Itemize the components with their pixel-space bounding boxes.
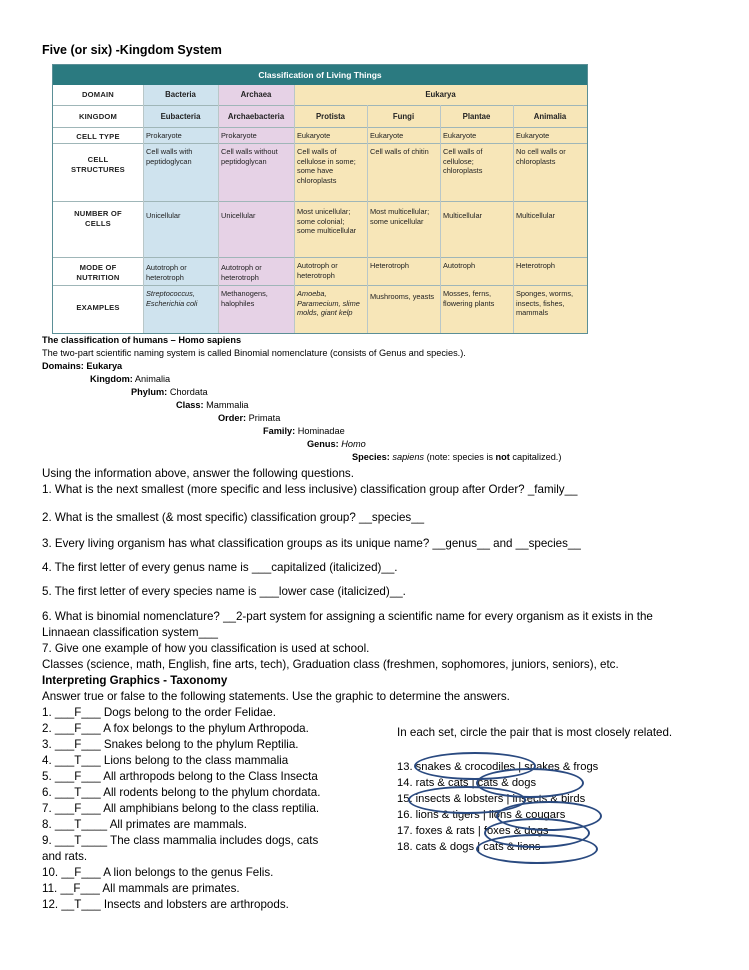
cell-type: Prokaryote: [221, 131, 257, 140]
cell-type: Eukaryote: [370, 131, 404, 140]
row-label-cell-type: CELL TYPE: [76, 132, 120, 141]
tf-item-cont: and rats.: [42, 850, 88, 863]
domain-archaea: Archaea: [240, 90, 272, 99]
species-line: Species: sapiens (note: species is not capitalized.): [352, 452, 562, 462]
row-label-cell-structures: CELL STRUCTURES: [71, 155, 125, 174]
number-of-cells: Unicellular: [146, 211, 181, 220]
mode-of-nutrition: Heterotroph: [370, 261, 410, 270]
number-of-cells: Most multicellular; some unicellular: [370, 207, 430, 226]
cell-structures: Cell walls without peptidoglycan: [221, 147, 278, 166]
question-4: 4. The first letter of every genus name is ___capitalized (italicized)__.: [42, 561, 398, 574]
tf-item: 4. ___T___ Lions belong to the class mammalia: [42, 754, 289, 767]
kingdom-eubacteria: Eubacteria: [160, 112, 201, 121]
cell-structures: Cell walls of chitin: [370, 147, 429, 156]
question-5: 5. The first letter of every species name is ___lower case (italicized)__.: [42, 585, 406, 598]
class-line: Class: Mammalia: [176, 400, 249, 410]
cell-structures: No cell walls or chloroplasts: [516, 147, 566, 166]
examples: Methanogens, halophiles: [221, 289, 268, 308]
taxonomy-instructions: Answer true or false to the following statements. Use the graphic to determine the answers.: [42, 690, 510, 703]
table-header: Classification of Living Things: [53, 65, 587, 85]
kingdom-archaebacteria: Archaebacteria: [227, 112, 285, 121]
question-6-cont: Linnaean classification system___: [42, 626, 218, 639]
pair-set-18: 18. cats & dogs | cats & lions: [397, 841, 541, 853]
humans-heading: The classification of humans – Homo sapiens: [42, 335, 242, 345]
examples: Mushrooms, yeasts: [370, 292, 435, 301]
kingdom-fungi: Fungi: [392, 112, 415, 121]
kingdom-protista: Protista: [315, 112, 346, 121]
tf-item: 1. ___F___ Dogs belong to the order Felidae.: [42, 706, 276, 719]
family-line: Family: Hominadae: [263, 426, 345, 436]
row-label-domain: DOMAIN: [82, 90, 114, 99]
examples: Amoeba, Paramecium, slime molds, giant kelp: [297, 289, 360, 317]
genus-line: Genus: Homo: [307, 439, 366, 449]
pair-set-13: 13. snakes & crocodiles | snakes & frogs: [397, 761, 599, 773]
number-of-cells: Most unicellular; some colonial; some multicellular: [297, 207, 357, 235]
circle-mark: [476, 834, 598, 864]
mode-of-nutrition: Autotroph or heterotroph: [221, 263, 262, 282]
kingdom-animalia: Animalia: [533, 112, 567, 121]
tf-item: 11. __F___ All mammals are primates.: [42, 882, 240, 895]
row-divider: [53, 257, 587, 258]
question-2: 2. What is the smallest (& most specific) classification group? __species__: [42, 511, 425, 524]
pair-set-15: 15. insects & lobsters | insects & birds: [397, 793, 586, 805]
pair-set-14: 14. rats & cats | cats & dogs: [397, 777, 537, 789]
page-title: Five (or six) -Kingdom System: [42, 43, 222, 57]
tf-item: 5. ___F___ All arthropods belong to the Class Insecta: [42, 770, 318, 783]
row-label-kingdom: KINGDOM: [78, 112, 118, 121]
domain-bacteria: Bacteria: [165, 90, 196, 99]
kingdom-plantae: Plantae: [462, 112, 491, 121]
number-of-cells: Multicellular: [516, 211, 556, 220]
examples: Streptococcus, Escherichia coli: [146, 289, 198, 308]
domain-eukarya: Eukarya: [425, 90, 456, 99]
taxonomy-heading: Interpreting Graphics - Taxonomy: [42, 674, 228, 687]
circle-instructions: In each set, circle the pair that is most closely related.: [397, 726, 673, 739]
cell-type: Prokaryote: [146, 131, 182, 140]
pair-set-17: 17. foxes & rats | foxes & dogs: [397, 825, 549, 837]
question-7: 7. Give one example of how you classification is used at school.: [42, 642, 370, 655]
number-of-cells: Multicellular: [443, 211, 483, 220]
row-divider: [53, 105, 587, 106]
phylum-line: Phylum: Chordata: [131, 387, 208, 397]
cell-type: Eukaryote: [443, 131, 477, 140]
mode-of-nutrition: Autotroph: [443, 261, 476, 270]
tf-item: 7. ___F___ All amphibians belong to the class reptilia.: [42, 802, 320, 815]
row-divider: [53, 143, 587, 144]
examples: Mosses, ferns, flowering plants: [443, 289, 495, 308]
cell-structures: Cell walls of cellulose; chloroplasts: [443, 147, 483, 175]
tf-item: 2. ___F___ A fox belongs to the phylum Arthropoda.: [42, 722, 309, 735]
row-divider: [53, 201, 587, 202]
question-3: 3. Every living organism has what classification groups as its unique name? __genus__ and __species__: [42, 537, 581, 550]
number-of-cells: Unicellular: [221, 211, 256, 220]
kingdom-line: Kingdom: Animalia: [90, 374, 171, 384]
order-line: Order: Primata: [218, 413, 281, 423]
questions-intro: Using the information above, answer the following questions.: [42, 467, 354, 480]
cell-structures: Cell walls with peptidoglycan: [146, 147, 193, 166]
question-6: 6. What is binomial nomenclature? __2-part system for assigning a scientific name for every organism as it exists in the: [42, 610, 653, 623]
mode-of-nutrition: Autotroph or heterotroph: [146, 263, 187, 282]
cell-type: Eukaryote: [516, 131, 550, 140]
tf-item: 10. __F___ A lion belongs to the genus Felis.: [42, 866, 274, 879]
mode-of-nutrition: Autotroph or heterotroph: [297, 261, 338, 280]
question-7-answer: Classes (science, math, English, fine arts, tech), Graduation class (freshmen, sophomores, juniors, seniors), etc.: [42, 658, 619, 671]
binomial-intro: The two-part scientific naming system is called Binomial nomenclature (consists of Genus and species.).: [42, 348, 466, 358]
row-divider: [53, 127, 587, 128]
mode-of-nutrition: Heterotroph: [516, 261, 556, 270]
row-label-examples: EXAMPLES: [76, 303, 120, 312]
row-divider: [53, 285, 587, 286]
tf-item: 12. __T___ Insects and lobsters are arthropods.: [42, 898, 289, 911]
cell-structures: Cell walls of cellulose in some; some have chloroplasts: [297, 147, 356, 185]
tf-item: 8. ___T____ All primates are mammals.: [42, 818, 247, 831]
row-label-nutrition: MODE OF NUTRITION: [76, 263, 120, 282]
pair-set-16: 16. lions & tigers | lions & cougars: [397, 809, 566, 821]
question-1: 1. What is the next smallest (more specific and less inclusive) classification group after Order? _family__: [42, 483, 578, 496]
row-label-number-of-cells: NUMBER OF CELLS: [74, 209, 122, 228]
tf-item: 3. ___F___ Snakes belong to the phylum Reptilia.: [42, 738, 299, 751]
tf-item: 6. ___T___ All rodents belong to the phylum chordata.: [42, 786, 321, 799]
examples: Sponges, worms, insects, fishes, mammals: [516, 289, 574, 317]
classification-table: [52, 64, 588, 334]
cell-type: Eukaryote: [297, 131, 331, 140]
domain-line: Domains: Eukarya: [42, 361, 123, 371]
tf-item: 9. ___T____ The class mammalia includes dogs, cats: [42, 834, 319, 847]
